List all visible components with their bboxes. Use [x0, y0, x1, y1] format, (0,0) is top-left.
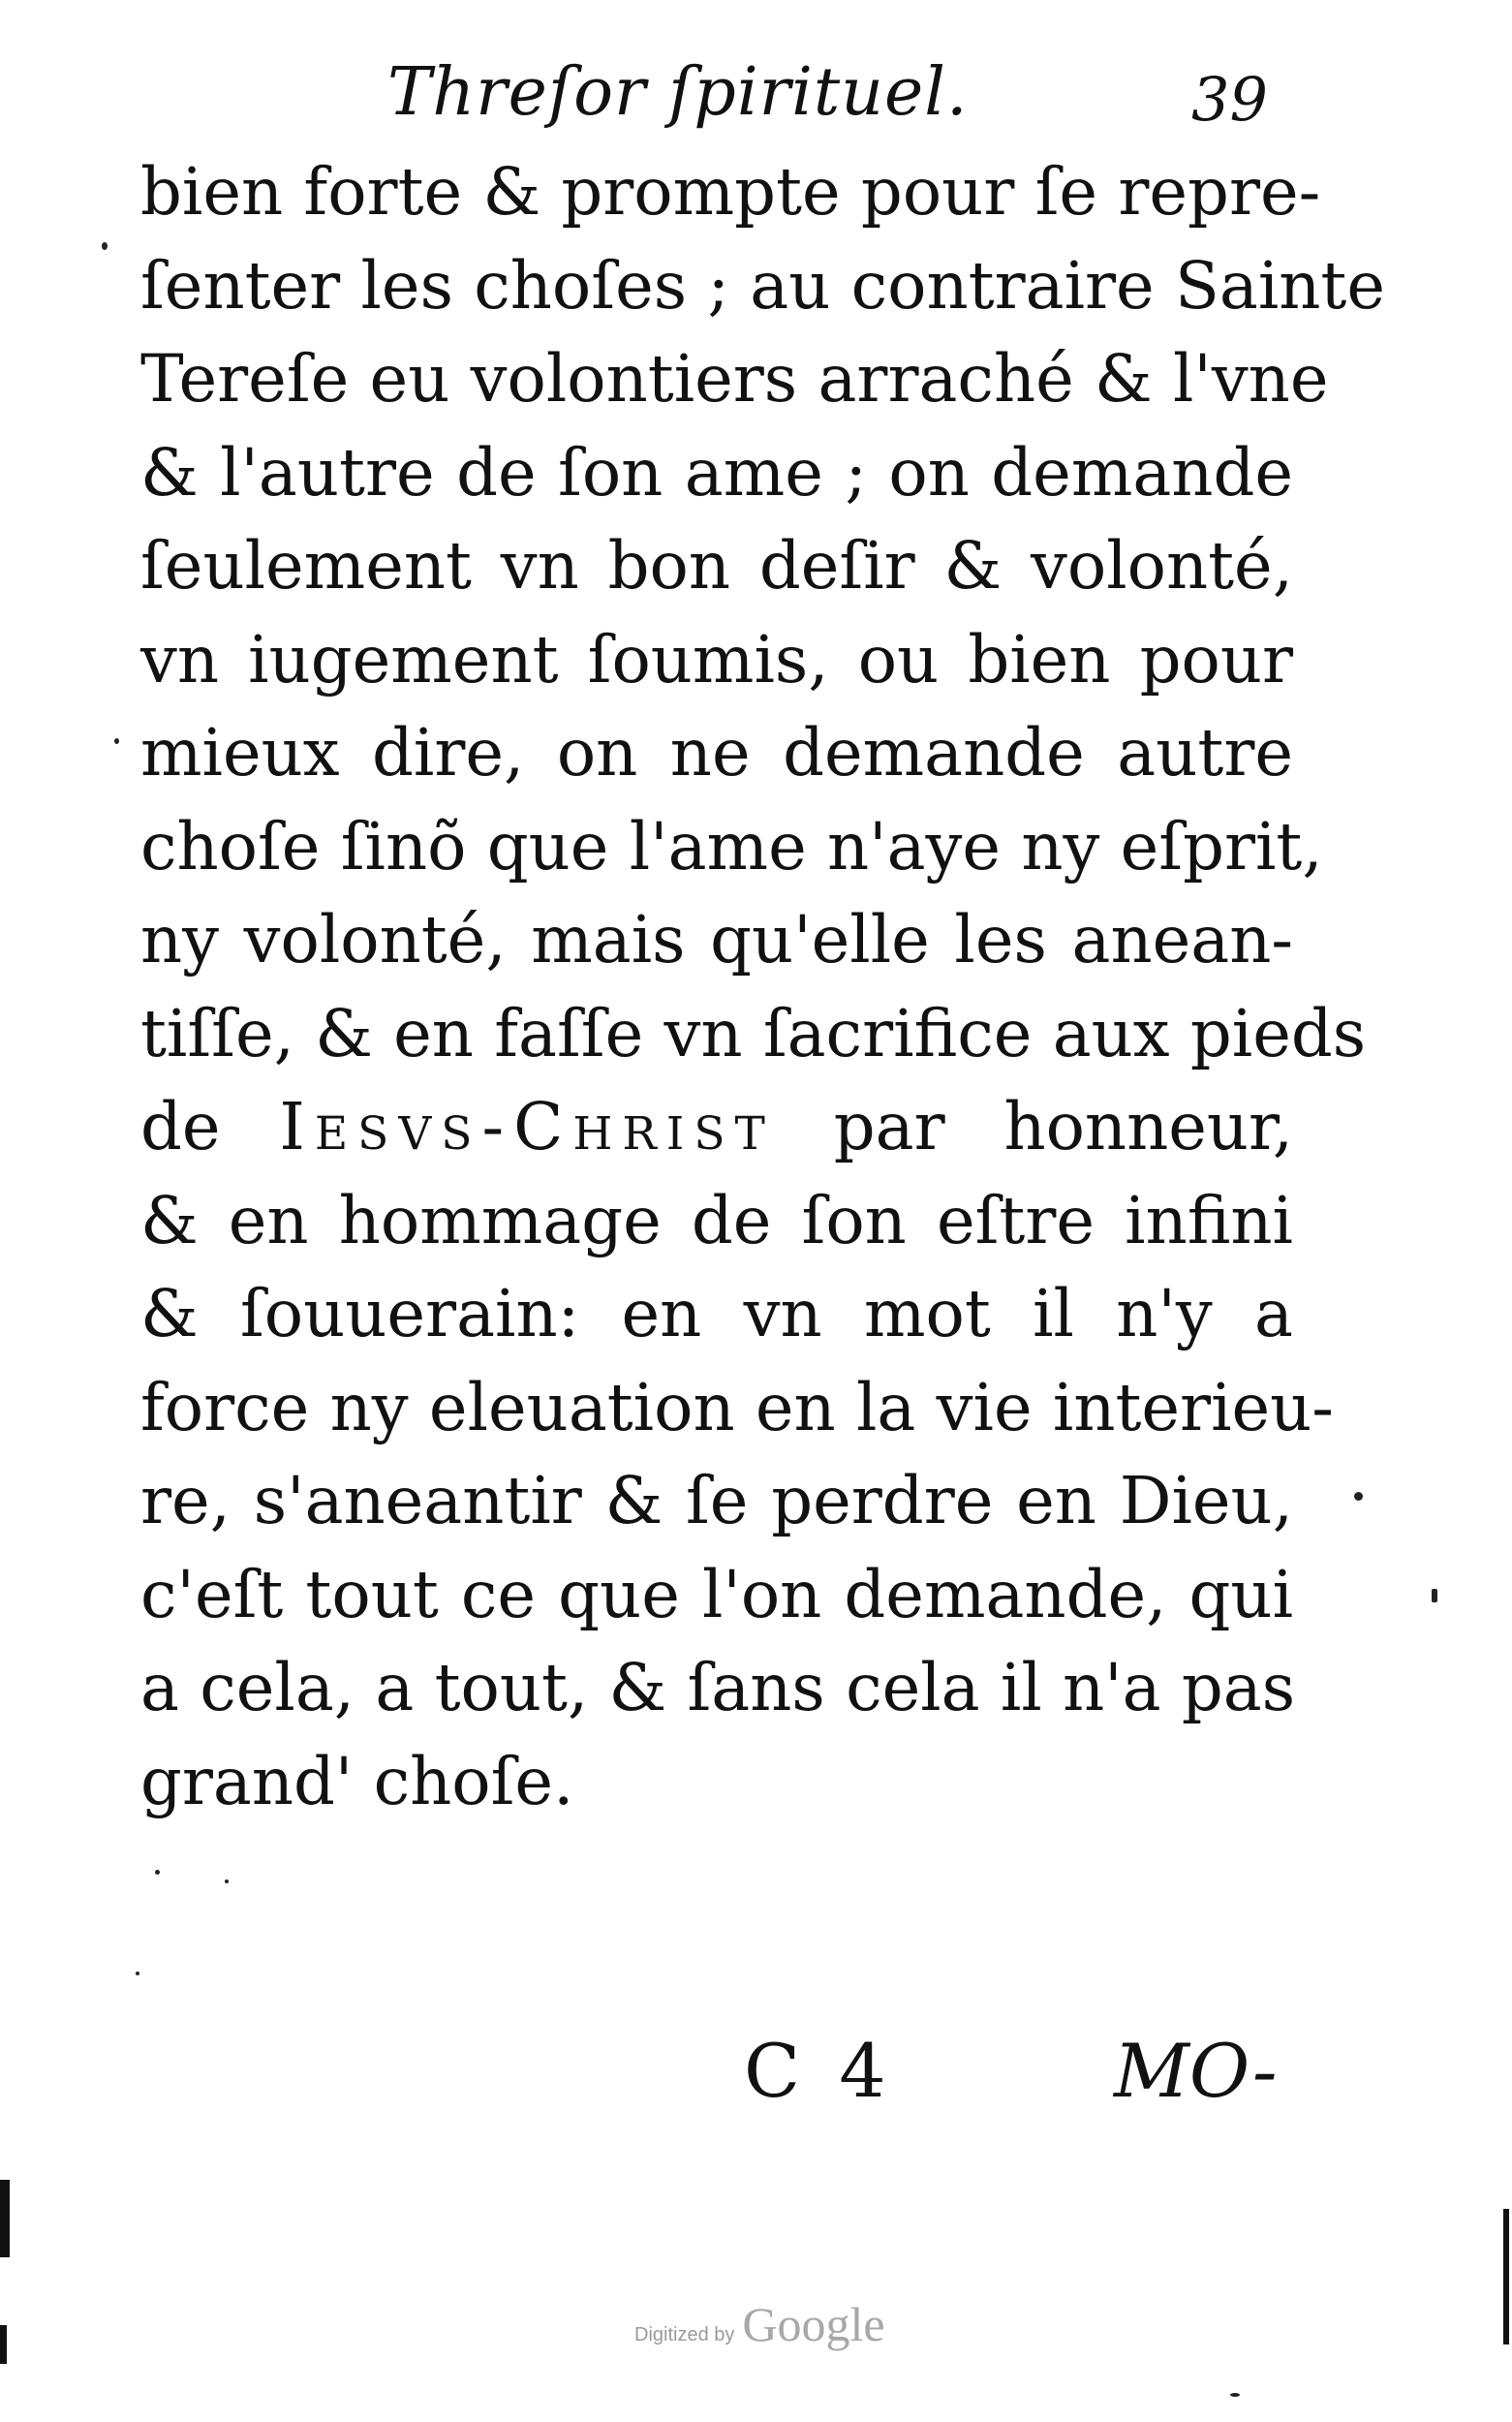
- scan-edge-mark: [0, 2325, 7, 2364]
- text-line: ſeulement vn bon deſir & volonté,: [140, 528, 1293, 604]
- print-speck: [1354, 1492, 1363, 1501]
- text-line-with-name: [140, 1080, 1293, 1174]
- print-speck: [102, 242, 108, 250]
- text-line: & ſouuerain: en vn mot il n'y a: [140, 1276, 1293, 1351]
- catchword: MO-: [1114, 2028, 1278, 2114]
- print-speck: [155, 1870, 160, 1875]
- signature-mark: C 4: [744, 2028, 894, 2114]
- running-head: Threſor ſpirituel.: [387, 54, 969, 131]
- line-start: de: [140, 1089, 221, 1164]
- text-line: & l'autre de ſon ame ; on demande: [140, 434, 1293, 511]
- text-line: choſe ſinõ que l'ame n'aye ny eſprit,: [140, 808, 1323, 885]
- text-line: vn iugement ſoumis, ou bien pour: [140, 621, 1293, 698]
- digitized-credit: [634, 2296, 885, 2352]
- name-jesus-christ: Iesvs-Christ: [279, 1089, 775, 1164]
- google-logo: Google: [742, 2297, 885, 2351]
- text-line: c'eſt tout ce que l'on demande, qui: [140, 1556, 1293, 1632]
- page-number: 39: [1191, 64, 1268, 135]
- digitized-by-label: Digitized by: [634, 2324, 735, 2345]
- text-line: Tereſe eu volontiers arraché & l'vne: [140, 341, 1329, 417]
- text-line: grand' choſe.: [140, 1743, 574, 1819]
- text-line: force ny eleuation en la vie interieu-: [140, 1369, 1334, 1445]
- text-line: mieux dire, on ne demande autre: [140, 715, 1293, 791]
- body-text: [140, 145, 1385, 1828]
- text-line: bien forte & prompte pour ſe repre-: [140, 154, 1321, 230]
- scan-edge-mark: [0, 2180, 10, 2257]
- line-end: par honneur,: [833, 1089, 1293, 1164]
- text-line: & en hommage de ſon eſtre infini: [140, 1182, 1293, 1258]
- print-speck: [1230, 2393, 1240, 2397]
- print-speck: [136, 1972, 139, 1975]
- print-speck: [225, 1879, 229, 1883]
- print-speck: [1432, 1589, 1437, 1602]
- text-line: tiſſe, & en faſſe vn ſacrifice aux pieds: [140, 995, 1367, 1071]
- text-line: re, s'aneantir & ſe perdre en Dieu,: [140, 1463, 1293, 1538]
- text-line: ſenter les choſes ; au contraire Sainte: [140, 247, 1385, 324]
- text-line: ny volonté, mais qu'elle les anean-: [140, 902, 1293, 978]
- text-line: a cela, a tout, & ſans cela il n'a pas: [140, 1650, 1296, 1725]
- scan-edge-mark: [1503, 2209, 1509, 2344]
- print-speck: [114, 738, 119, 744]
